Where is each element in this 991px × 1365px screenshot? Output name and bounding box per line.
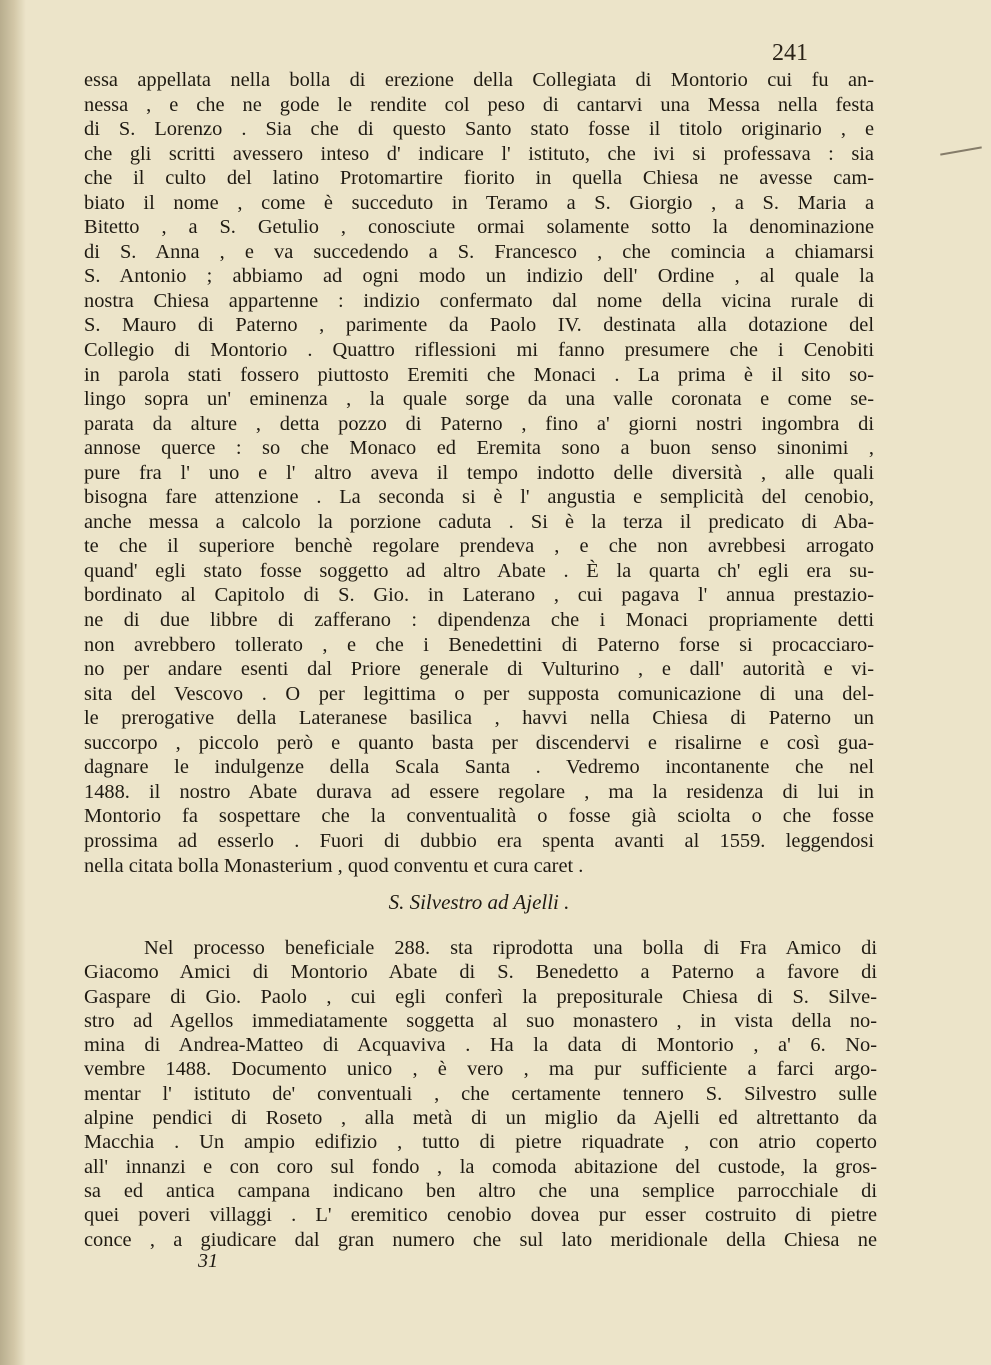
text-line: vembre 1488. Documento unico , è vero , ma pur sufficiente a farci argo- [84,1058,877,1081]
page-number: 241 [772,40,808,66]
text-line: non avrebbero tollerato , e che i Benedettini di Paterno forse si procacciaro- [84,633,874,656]
text-line: prossima ad esserlo . Fuori di dubbio era spenta avanti al 1559. leggendosi [84,829,874,852]
text-line: sita del Vescovo . O per legittima o per supposta comunicazione di una del- [84,682,874,705]
text-line: nella citata bolla Monasterium , quod conventu et cura caret . [84,854,584,877]
margin-pencil-mark [940,146,982,155]
text-line: anche messa a calcolo la porzione caduta . Si è la terza il predicato di Aba- [84,510,874,533]
text-line: che gli scritti avessero inteso d' indicare l' istituto, che ivi si professava : sia [84,142,874,165]
text-line: te che il superiore benchè regolare prendeva , e che non avrebbesi arrogato [84,535,874,558]
text-line: no per andare esenti dal Priore generale di Vulturino , e dall' autorità e vi- [84,658,874,681]
text-line: succorpo , piccolo però e quanto basta per discendervi e risalirne e così gua- [84,731,874,754]
text-line: Gaspare di Gio. Paolo , cui egli conferì la prepositurale Chiesa di S. Silve- [84,985,877,1008]
text-line: quei poveri villaggi . L' eremitico cenobio dovea pur esser costruito di pietre [84,1204,877,1227]
text-line: Collegio di Montorio . Quattro riflessioni mi fanno presumere che i Cenobiti [84,339,874,362]
text-line: annose querce : so che Monaco ed Eremita sono a buon senso sinonimi , [84,437,874,460]
text-line: conce , a giudicare dal gran numero che sul lato meridionale della Chiesa ne [84,1228,877,1251]
text-line: le prerogative della Lateranese basilica , havvi nella Chiesa di Paterno un [84,707,874,730]
main-paragraph [84,68,874,878]
text-line: lingo sopra un' eminenza , la quale sorge da una valle coronata e come se- [84,388,874,411]
text-line: mentar l' istituto de' conventuali , che certamente tennero S. Silvestro sulle [84,1082,877,1105]
section-heading: S. Silvestro ad Ajelli . [388,890,570,914]
text-line: biato il nome , come è succeduto in Teramo a S. Giorgio , a S. Maria a [84,191,874,214]
text-line: all' innanzi e con coro sul fondo , la comoda abitazione del custode, la gros- [84,1155,877,1178]
text-line: S. Mauro di Paterno , parimente da Paolo IV. destinata alla dotazione del [84,314,874,337]
text-line: pure fra l' uno e l' altro aveva il tempo indotto delle diversità , alle quali [84,461,874,484]
text-line: dagnare le indulgenze della Scala Santa . Vedremo incontanente che nel [84,756,874,779]
text-line: stro ad Agellos immediatamente soggetta al suo monastero , in vista della no- [84,1009,877,1032]
text-line: che il culto del latino Protomartire fiorito in quella Chiesa ne avesse cam- [84,167,874,190]
text-line: 1488. il nostro Abate durava ad essere regolare , ma la residenza di lui in [84,780,874,803]
text-line: di S. Anna , e va succedendo a S. Francesco , che comincia a chiamarsi [84,240,874,263]
text-line: ne di due libbre di zafferano : dipendenza che i Monaci propriamente detti [84,609,874,632]
signature-mark: 31 [198,1250,218,1272]
text-line: Giacomo Amici di Montorio Abate di S. Benedetto a Paterno a favore di [84,961,877,984]
text-line: bisogna fare attenzione . La seconda si è l' angustia e semplicità del cenobio, [84,486,874,509]
text-line: quand' egli stato fosse soggetto ad altro Abate . È la quarta ch' egli era su- [84,559,874,582]
text-line: parata da alture , detta pozzo di Paterno , fino a' giorni nostri ingombra di [84,412,874,435]
text-line: Macchia . Un ampio edifizio , tutto di pietre riquadrate , con atrio coperto [84,1131,877,1154]
text-line: di S. Lorenzo . Sia che di questo Santo stato fosse il titolo originario , e [84,118,874,141]
text-line: nessa , e che ne gode le rendite col peso di cantarvi una Messa nella festa [84,93,874,116]
text-line: nostra Chiesa appartenne : indizio confermato dal nome della vicina rurale di [84,289,874,312]
second-paragraph [84,936,877,1252]
text-line: in parola stati fossero piuttosto Eremiti che Monaci . La prima è il sito so- [84,363,874,386]
text-line: Montorio fa sospettare che la conventualità o fosse già sciolta o che fosse [84,805,874,828]
text-line: Nel processo beneficiale 288. sta riprodotta una bolla di Fra Amico di [144,937,877,959]
book-gutter-shadow [0,0,26,1365]
text-line: bordinato al Capitolo di S. Gio. in Laterano , cui pagava l' annua prestazio- [84,584,874,607]
text-line: S. Antonio ; abbiamo ad ogni modo un indizio dell' Ordine , al quale la [84,265,874,288]
text-line: mina di Andrea-Matteo di Acquaviva . Ha la data di Montorio , a' 6. No- [84,1034,877,1057]
text-line: Bitetto , a S. Getulio , conosciute ormai solamente sotto la denominazione [84,216,874,239]
text-line: alpine pendici di Roseto , alla metà di un miglio da Ajelli ed altrettanto da [84,1107,877,1130]
text-line: essa appellata nella bolla di erezione della Collegiata di Montorio cui fu an- [84,69,874,91]
text-line: sa ed antica campana indicano ben altro che una semplice parrocchiale di [84,1179,877,1202]
